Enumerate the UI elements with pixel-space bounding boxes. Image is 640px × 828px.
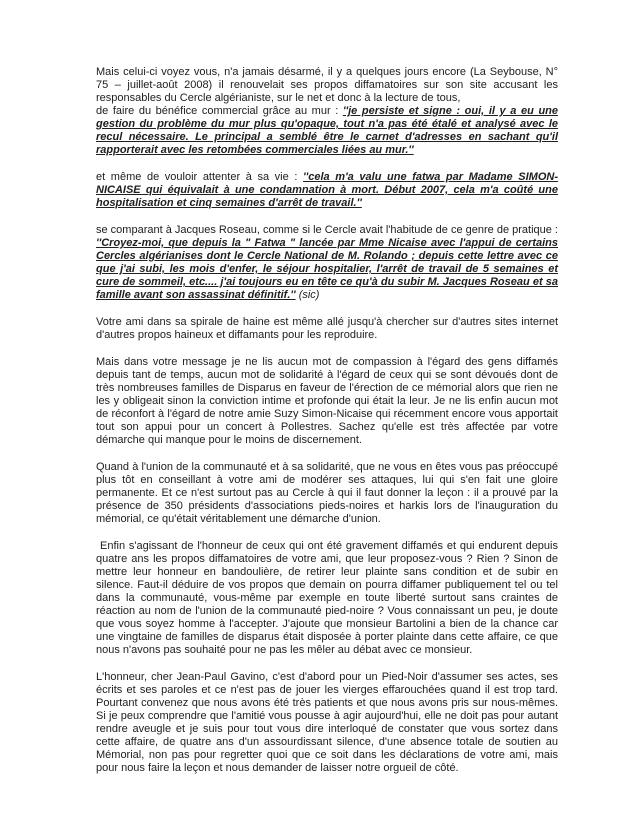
text-run-normal: Mais celui-ci voyez vous, n'a jamais désarmé, il y a quelques jours encore (La Seybouse, N° 75 – juillet-août 2008) il renouvelait ses propos diffamatoires sur son site accusant les responsables du Cercle algérianiste, sur le net et donc à la lecture de tous, xyxy=(96,66,558,104)
text-run-quote: ''Croyez-moi, que depuis la " Fatwa " lancée par Mme Nicaise avec l'appui de certains Cercles algérianises dont le Cercle National de M. Rolando ; depuis cette lettre avec ce que j'ai subi, les mois d'enfer, le séjour hospitalier, l'arrêt de travail de 5 semaines et cure de sommeil, etc.... j'ai toujours eu en tête ce qu'à du subir M. Jacques Roseau et sa famille avant son assassinat définitif.'' xyxy=(96,237,558,301)
paragraph-3 xyxy=(96,224,558,302)
text-run-normal: Quand à l'union de la communauté et à sa solidarité, que ne vous en êtes vous pas préoccupé plus tôt en conseillant à votre ami de modérer ses attaques, lui qui s'en fait une gloire permanente. Et ce n'est surtout pas au Cercle à qui il faut donner la leçon : il a prouvé par la présence de 350 présidents d'associations pieds-noires et harkis lors de l'inauguration du mémorial, ce qu'était véritablement une démarche d'union. xyxy=(96,461,558,525)
text-run-quote: ''cela m'a valu une fatwa par Madame SIMON-NICAISE qui équivalait à une condamnation à mort. Début 2007, cela m'a coûté une hospitalisation et cinq semaines d'arrêt de travail.'' xyxy=(96,171,558,209)
text-run-normal: Enfin s'agissant de l'honneur de ceux qui ont été gravement diffamés et qui endurent depuis quatre ans les propos diffamatoires de votre ami, que leur proposez-vous ? Rien ? Sinon de mettre leur honneur en bandoulière, de retirer leur plainte sans condition et de subir en silence. Faut-il déduire de vos propos que demain on pourra diffamer publiquement tel ou tel dans la communauté, vous-même par exemple en toute liberté surtout sans craintes de réaction au nom de l'union de la communauté pied-noire ? Vous connaissant un peu, je doute que vous soyez homme à l'accepter. J'ajoute que monsieur Bartolini a bien de la chance car une vingtaine de familles de disparus était disposée à porter plainte dans cette affaire, ce que nous n'avons pas souhaité pour ne pas les mêler au débat avec ce monsieur. xyxy=(96,540,558,656)
text-run-quote: ''je persiste et signe : oui, il y a eu une gestion du problème du mur plus qu'opaque, tout n'a pas été étalé et analysé avec le recul nécessaire. Le principal a semblé être le carnet d'adresses en sachant qu'il rapporterait avec les retombées commerciales liées au mur.'' xyxy=(96,105,558,156)
text-run-normal: Votre ami dans sa spirale de haine est même allé jusqu'à chercher sur d'autres sites internet d'autres propos haineux et diffamants pour les reproduire. xyxy=(96,316,558,341)
text-run-normal: se comparant à Jacques Roseau, comme si le Cercle avait l'habitude de ce genre de pratique : xyxy=(96,224,558,236)
text-run-normal: et même de vouloir attenter à sa vie : xyxy=(96,171,304,183)
text-run-normal: Mais dans votre message je ne lis aucun mot de compassion à l'égard des gens diffamés depuis tant de temps, aucun mot de solidarité à l'égard de ceux qui se sont dévoués dont de très nombreuses familles de Disparus en faveur de l'érection de ce mémorial alors que rien ne les y obligeait sinon la conviction intime et profonde qui était la leur. Je ne lis enfin aucun mot de réconfort à l'égard de notre amie Suzy Simon-Nicaise qui récemment encore vous apportait tout son appui pour un concert à Pollestres. Sachez qu'elle est très affectée par votre démarche qui manque pour le moins de discernement. xyxy=(96,356,558,446)
paragraph-6 xyxy=(96,461,558,526)
document-body xyxy=(96,66,558,789)
text-run-normal: de faire du bénéfice commercial grâce au mur : xyxy=(96,105,343,117)
paragraph-7 xyxy=(96,540,558,657)
paragraph-5 xyxy=(96,356,558,447)
text-run-sic: (sic) xyxy=(295,289,320,301)
text-run-normal: L'honneur, cher Jean-Paul Gavino, c'est d'abord pour un Pied-Noir d'assumer ses actes, ses écrits et ses paroles et ce n'est pas de jouer les vierges effarouchées quand il est trop tard. Pourtant convenez que nous avons été très patients et que nous avons pris sur nous-mêmes. Si je peux comprendre que l'amitié vous pousse à agir aujourd'hui, elle ne doit pas pour autant rendre aveugle et je suis pour tout vous dire interloqué de constater que vous sortez dans cette affaire, de quatre ans d'un assourdissant silence, d'une absence totale de soutien au Mémorial, non pas pour regretter quoi que ce soit dans les déclarations de votre ami, mais pour nous faire la leçon et nous demander de laisser notre orgueil de côté. xyxy=(96,671,558,774)
paragraph-2 xyxy=(96,171,558,210)
paragraph-1 xyxy=(96,66,558,157)
paragraph-8 xyxy=(96,671,558,775)
paragraph-4 xyxy=(96,316,558,342)
